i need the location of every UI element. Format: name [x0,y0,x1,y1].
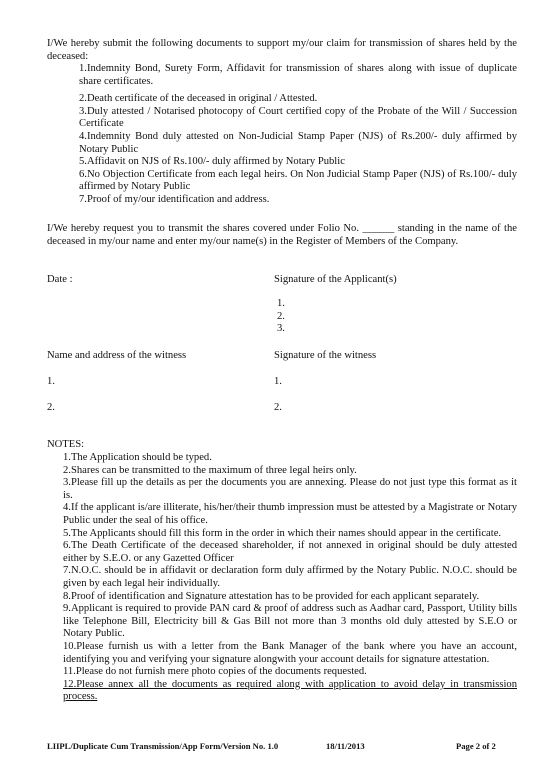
document-item: 2.Death certificate of the deceased in original / Attested. [79,93,318,105]
applicant-signature-line: 1. [277,298,285,309]
note-item: 2.Shares can be transmitted to the maximum of three legal heirs only. [63,464,357,476]
witness-name-line: 1. [47,376,55,387]
request-paragraph: I/We hereby request you to transmit the shares covered under Folio No. ______ standing in the name of the deceased in my/our name and enter my/our name(s) in the Register of Members of the Company. [47,223,517,247]
note-item-underlined-text: 12.Please annex all the documents as required along with application to avoid delay in transmission process. [63,678,517,703]
witness-signature-line: 1. [274,376,282,387]
witness-name-line: 2. [47,402,55,413]
document-item: 4.Indemnity Bond duly attested on Non-Judicial Stamp Paper (NJS) of Rs.200/- duly affirmed by Notary Public [79,130,517,155]
document-item: 1.Indemnity Bond, Surety Form, Affidavit for transmission of shares along with issue of duplicate share certificates. [79,63,517,87]
applicant-signature-label: Signature of the Applicant(s) [274,274,397,285]
note-item: 3.Please fill up the details as per the documents you are annexing. Please do not just type this format as it is. [63,477,517,501]
notes-list [63,452,517,704]
witness-signature-label: Signature of the witness [274,350,377,361]
applicant-signature-lines [277,298,285,336]
note-item: 8.Proof of identification and Signature attestation has to be provided for each applicant separately. [63,590,480,602]
witness-signature-line: 2. [274,402,282,413]
document-item: 7.Proof of my/our identification and address. [79,193,270,205]
footer-form-id: LIIPL/Duplicate Cum Transmission/App Form/Version No. 1.0 [47,741,279,751]
note-item: 9.Applicant is required to provide PAN card & proof of address such as Aadhar card, Passport, Utility bills like Telephone Bill, Electricity bill & Gas Bill not more than 3 months old duly attested by S.E.O or Notary Public. [63,603,517,640]
notes-heading: NOTES: [47,439,85,450]
note-item [63,679,517,704]
witness-name-label: Name and address of the witness [47,350,187,361]
note-item: 5.The Applicants should fill this form in the order in which their names should appear in the certificate. [63,527,502,539]
note-item: 11.Please do not furnish mere photo copies of the documents requested. [63,666,367,678]
applicant-signature-line: 3. [277,323,285,335]
note-item: 4.If the applicant is/are illiterate, his/her/their thumb impression must be attested by a Magistrate or Notary Public under the seal of his office. [63,502,517,526]
date-label: Date : [47,274,73,285]
intro-paragraph: I/We hereby submit the following documents to support my/our claim for transmission of shares held by the deceased: [47,38,517,62]
document-item: 6.No Objection Certificate from each legal heirs. On Non Judicial Stamp Paper (NJS) of Rs.100/- duly affirmed by Notary Public [79,168,517,193]
footer-date: 18/11/2013 [326,741,365,751]
document-item: 3.Duly attested / Notarised photocopy of Court certified copy of the Probate of the Will / Succession Certificate [79,105,517,130]
documents-list [79,63,517,207]
note-item: 1.The Application should be typed. [63,452,212,463]
footer-page-number: Page 2 of 2 [456,741,496,751]
note-item: 7.N.O.C. should be in affidavit or declaration form duly affirmed by the Notary Public. N.O.C. should be given by each legal heir individually. [63,565,517,589]
document-item: 5.Affidavit on NJS of Rs.100/- duly affirmed by Notary Public [79,156,345,168]
note-item: 6.The Death Certificate of the deceased shareholder, if not annexed in original should be duly attested either by S.E.O. or any Gazetted Officer [63,540,517,564]
applicant-signature-line: 2. [277,310,285,322]
note-item: 10.Please furnish us with a letter from the Bank Manager of the bank where you have an account, identifying you and verifying your signature alongwith your account details for signature attestation. [63,640,517,665]
